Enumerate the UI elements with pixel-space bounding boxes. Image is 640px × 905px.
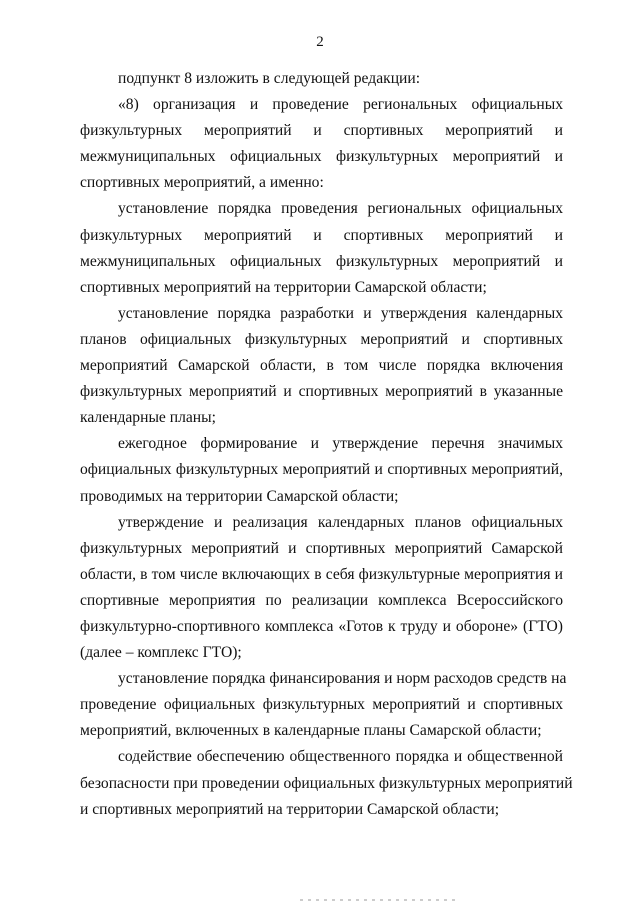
text-line: проводимых на территории Самарской области; [80,487,399,505]
paragraph-gto [80,510,563,667]
text-line: спортивные мероприятия по реализации комплекса Всероссийского [80,591,563,609]
page-number: 2 [316,34,324,50]
text-line: физкультурно-спортивного комплекса «Готов к труду и обороне» (ГТО) [80,617,563,635]
paragraph-item-8 [80,92,563,196]
paragraph-financing [80,666,567,744]
text-line: официальных физкультурных мероприятий и спортивных мероприятий, [80,461,563,479]
text-line: безопасности при проведении официальных физкультурных мероприятий [80,774,573,792]
paragraph-procedure [80,196,563,300]
paragraph-public-order [80,744,573,822]
text-line: содействие обеспечению общественного порядка и общественной [118,748,563,766]
text-line: мероприятий, включенных в календарные планы Самарской области; [80,722,542,740]
text-line: области, в том числе включающих в себя физкультурные мероприятия и [80,565,563,583]
text-line: календарные планы; [80,409,216,427]
text-line: проведение официальных физкультурных мероприятий и спортивных [80,696,563,714]
text-line: спортивных мероприятий, а именно: [80,174,324,192]
text-line: и спортивных мероприятий на территории Самарской области; [80,800,500,818]
text-line: планов официальных физкультурных мероприятий и спортивных [80,330,563,348]
paragraph-intro [80,66,563,92]
text-line: межмуниципальных официальных физкультурных мероприятий и [80,148,563,166]
paragraph-calendar-plans [80,301,563,431]
document-body [80,66,573,823]
text-line: физкультурных мероприятий и спортивных мероприятий и [80,122,563,140]
text-line: подпункт 8 изложить в следующей редакции: [118,70,421,87]
text-line: физкультурных мероприятий и спортивных мероприятий Самарской [80,539,563,557]
text-line: межмуниципальных официальных физкультурных мероприятий и [80,252,563,270]
paragraph-annual-list [80,431,563,509]
text-line: мероприятий Самарской области, в том числе порядка включения [80,357,563,375]
text-line: физкультурных мероприятий и спортивных мероприятий и [80,226,563,244]
text-line: установление порядка финансирования и норм расходов средств на [118,670,567,688]
text-line: физкультурных мероприятий и спортивных мероприятий в указанные [80,383,563,401]
text-line: (далее – комплекс ГТО); [80,644,242,662]
scan-artifact [300,899,460,901]
text-line: «8) организация и проведение региональных официальных [118,96,563,114]
text-line: установление порядка проведения региональных официальных [118,200,563,218]
text-line: спортивных мероприятий на территории Самарской области; [80,278,487,296]
text-line: установление порядка разработки и утверждения календарных [118,304,563,322]
text-line: ежегодное формирование и утверждение перечня значимых [118,435,563,453]
text-line: утверждение и реализация календарных планов официальных [118,513,563,531]
